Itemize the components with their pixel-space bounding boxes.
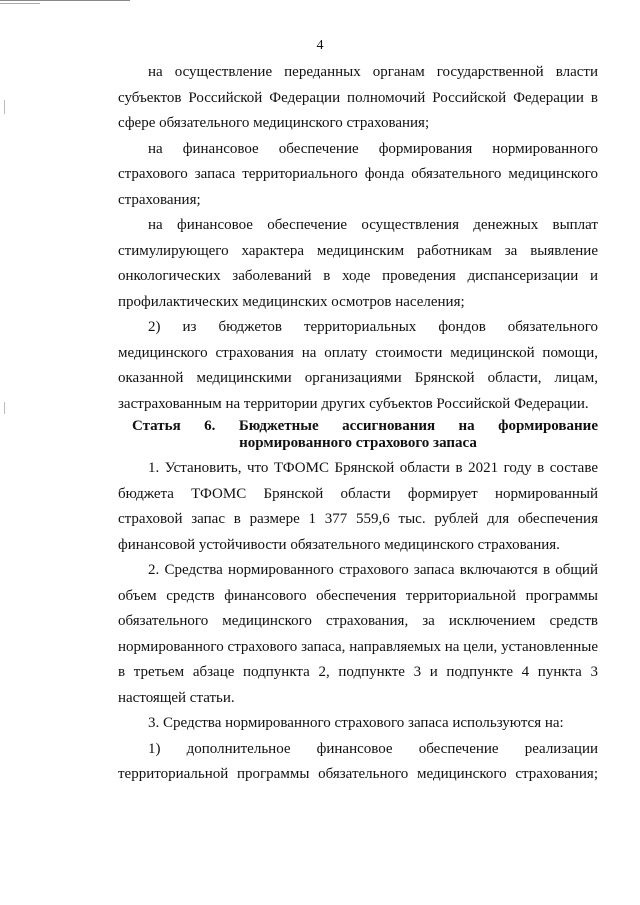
paragraph: на финансовое обеспечение формирования нормированного страхового запаса территориального фонда обязательного медицинского страхования;	[118, 140, 598, 208]
scan-edge-mark	[4, 402, 5, 414]
scan-edge-mark	[0, 3, 40, 5]
article-number: 6.	[204, 418, 216, 434]
article-heading-line	[118, 418, 598, 435]
scan-edge-mark	[4, 100, 5, 114]
paragraph: на осуществление переданных органам государственной власти субъектов Российской Федерации полномочий Российской Федерации в сфере обязательного медицинского страхования;	[118, 64, 598, 131]
article-title-word: формирование	[498, 418, 598, 434]
paragraph: 1) дополнительное финансовое обеспечение реализации территориальной программы обязательного медицинского страхования;	[118, 740, 598, 782]
paragraph: 2. Средства нормированного страхового запаса включаются в общий объем средств финансового обеспечения территориальной программы обязательного медицинского страхования, за исключением средств нормированного страхового запаса, направляемых на цели, установленные в третьем абзаце подпункта 2, подпункте 3 и подпункте 4 пункта 3 настоящей статьи.	[118, 562, 598, 706]
document-body	[118, 60, 598, 788]
paragraph: 3. Средства нормированного страхового запаса используются на:	[148, 715, 564, 731]
paragraph: на финансовое обеспечение осуществления денежных выплат стимулирующего характера медицинским работникам за выявление онкологических заболеваний в ходе проведения диспансеризации и профилактических медицинских осмотров населения;	[118, 217, 598, 310]
article-heading	[118, 418, 598, 452]
article-title-word: Бюджетные	[238, 418, 319, 434]
paragraph: 1. Установить, что ТФОМС Брянской области в 2021 году в составе бюджета ТФОМС Брянской области формирует нормированный страховой запас в размере 1 377 559,6 тыс. рублей для обеспечения финансовой устойчивости обязательного медицинского страхования.	[118, 460, 598, 553]
article-title-word: на	[458, 418, 475, 434]
page-number: 4	[316, 38, 324, 53]
article-title-line: нормированного страхового запаса	[239, 435, 477, 451]
paragraph: 2) из бюджетов территориальных фондов обязательного медицинского страхования на оплату стоимости медицинской помощи, оказанной медицинскими организациями Брянской области, лицам, застрахованным на территории других субъектов Российской Федерации.	[118, 319, 598, 412]
scan-edge-mark	[0, 0, 130, 2]
article-title-word: ассигнования	[342, 418, 436, 434]
article-label: Статья	[132, 418, 181, 434]
